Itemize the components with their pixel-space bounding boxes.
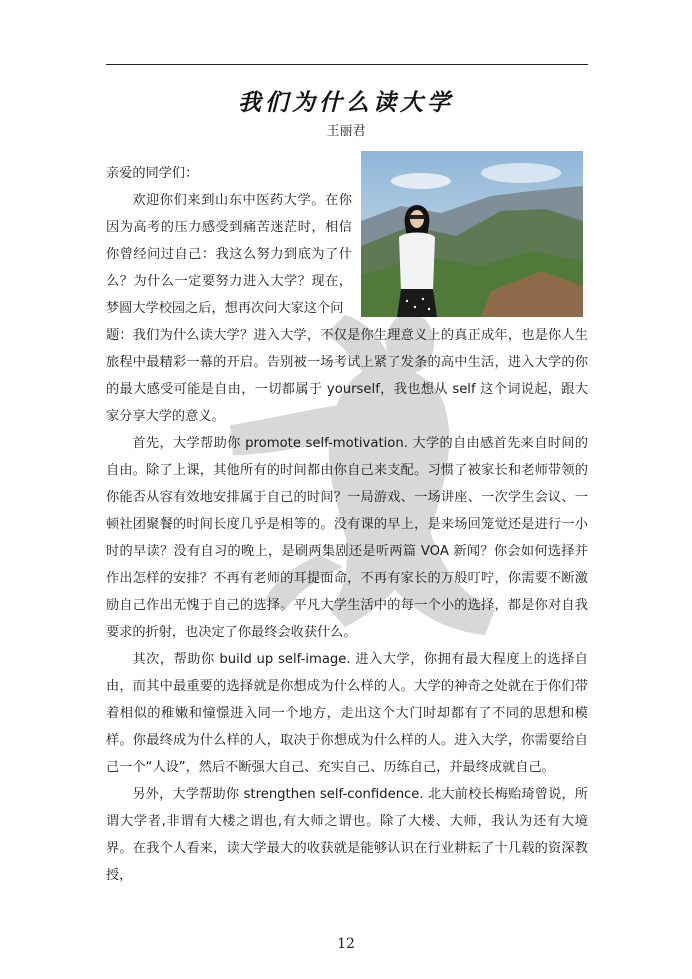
author-name: 王丽君: [326, 124, 366, 139]
paragraph-4: 另外，大学帮助你 strengthen self-confidence. 北大前校长梅贻琦曾说，所谓大学者,非谓有大楼之谓也,有大师之谓也。除了大楼、大师，我认为还有大境界。在我个人看来，读大学最大的收获就是能够认识在行业耕耘了十几载的资深教授，: [106, 787, 588, 883]
page-number: 12: [337, 936, 355, 952]
paragraph-1-part-2: 题：我们为什么读大学？进入大学，不仅是你生理意义上的真正成年，也是你人生旅程中最精彩一幕的开启。告别被一场考试上紧了发条的高中生活，进入大学的你的最大感受可能是自由，一切都属于 yourself，我也想从 self 这个词说起，跟大家分享大学的意义。: [106, 328, 588, 424]
author-photo: [361, 151, 583, 317]
intro-column: [106, 160, 352, 322]
article-title: 我们为什么读大学: [238, 89, 454, 116]
paragraph-1-part-1: 欢迎你们来到山东中医药大学。在你因为高考的压力感受到痛苦迷茫时，相信你曾经问过自己：我这么努力到底为了什么？为什么一定要努力进入大学？现在，梦圆大学校园之后，想再次问大家这个问: [106, 193, 352, 316]
paragraph-2: 首先，大学帮助你 promote self-motivation. 大学的自由感首先来自时间的自由。除了上课，其他所有的时间都由你自己来支配。习惯了被家长和老师带领的你能否从容有效地安排属于自己的时间？一局游戏、一场讲座、一次学生会议、一顿社团聚餐的时间长度几乎是相等的。没有课的早上，是来场回笼觉还是进行一小时的早读？没有自习的晚上，是刷两集剧还是听两篇 VOA 新闻？你会如何选择并作出怎样的安排？不再有老师的耳提面命，不再有家长的万般叮咛，你需要不断激励自己作出无愧于自己的选择。平凡大学生活中的每一个小的选择，都是你对自我要求的折射，也决定了你最终会收获什么。: [106, 436, 588, 640]
main-column: [106, 322, 588, 889]
greeting: 亲爱的同学们：: [106, 166, 199, 181]
paragraph-3: 其次，帮助你 build up self-image. 进入大学，你拥有最大程度上的选择自由，而其中最重要的选择就是你想成为什么样的人。大学的神奇之处就在于你们带着相似的稚嫩和憧憬进入同一个地方，走出这个大门时却都有了不同的思想和模样。你最终成为什么样的人，取决于你想成为什么样的人。进入大学，你需要给自己一个“人设”，然后不断强大自己、充实自己、历练自己，并最终成就自己。: [106, 652, 588, 775]
header-rule: [106, 64, 588, 65]
